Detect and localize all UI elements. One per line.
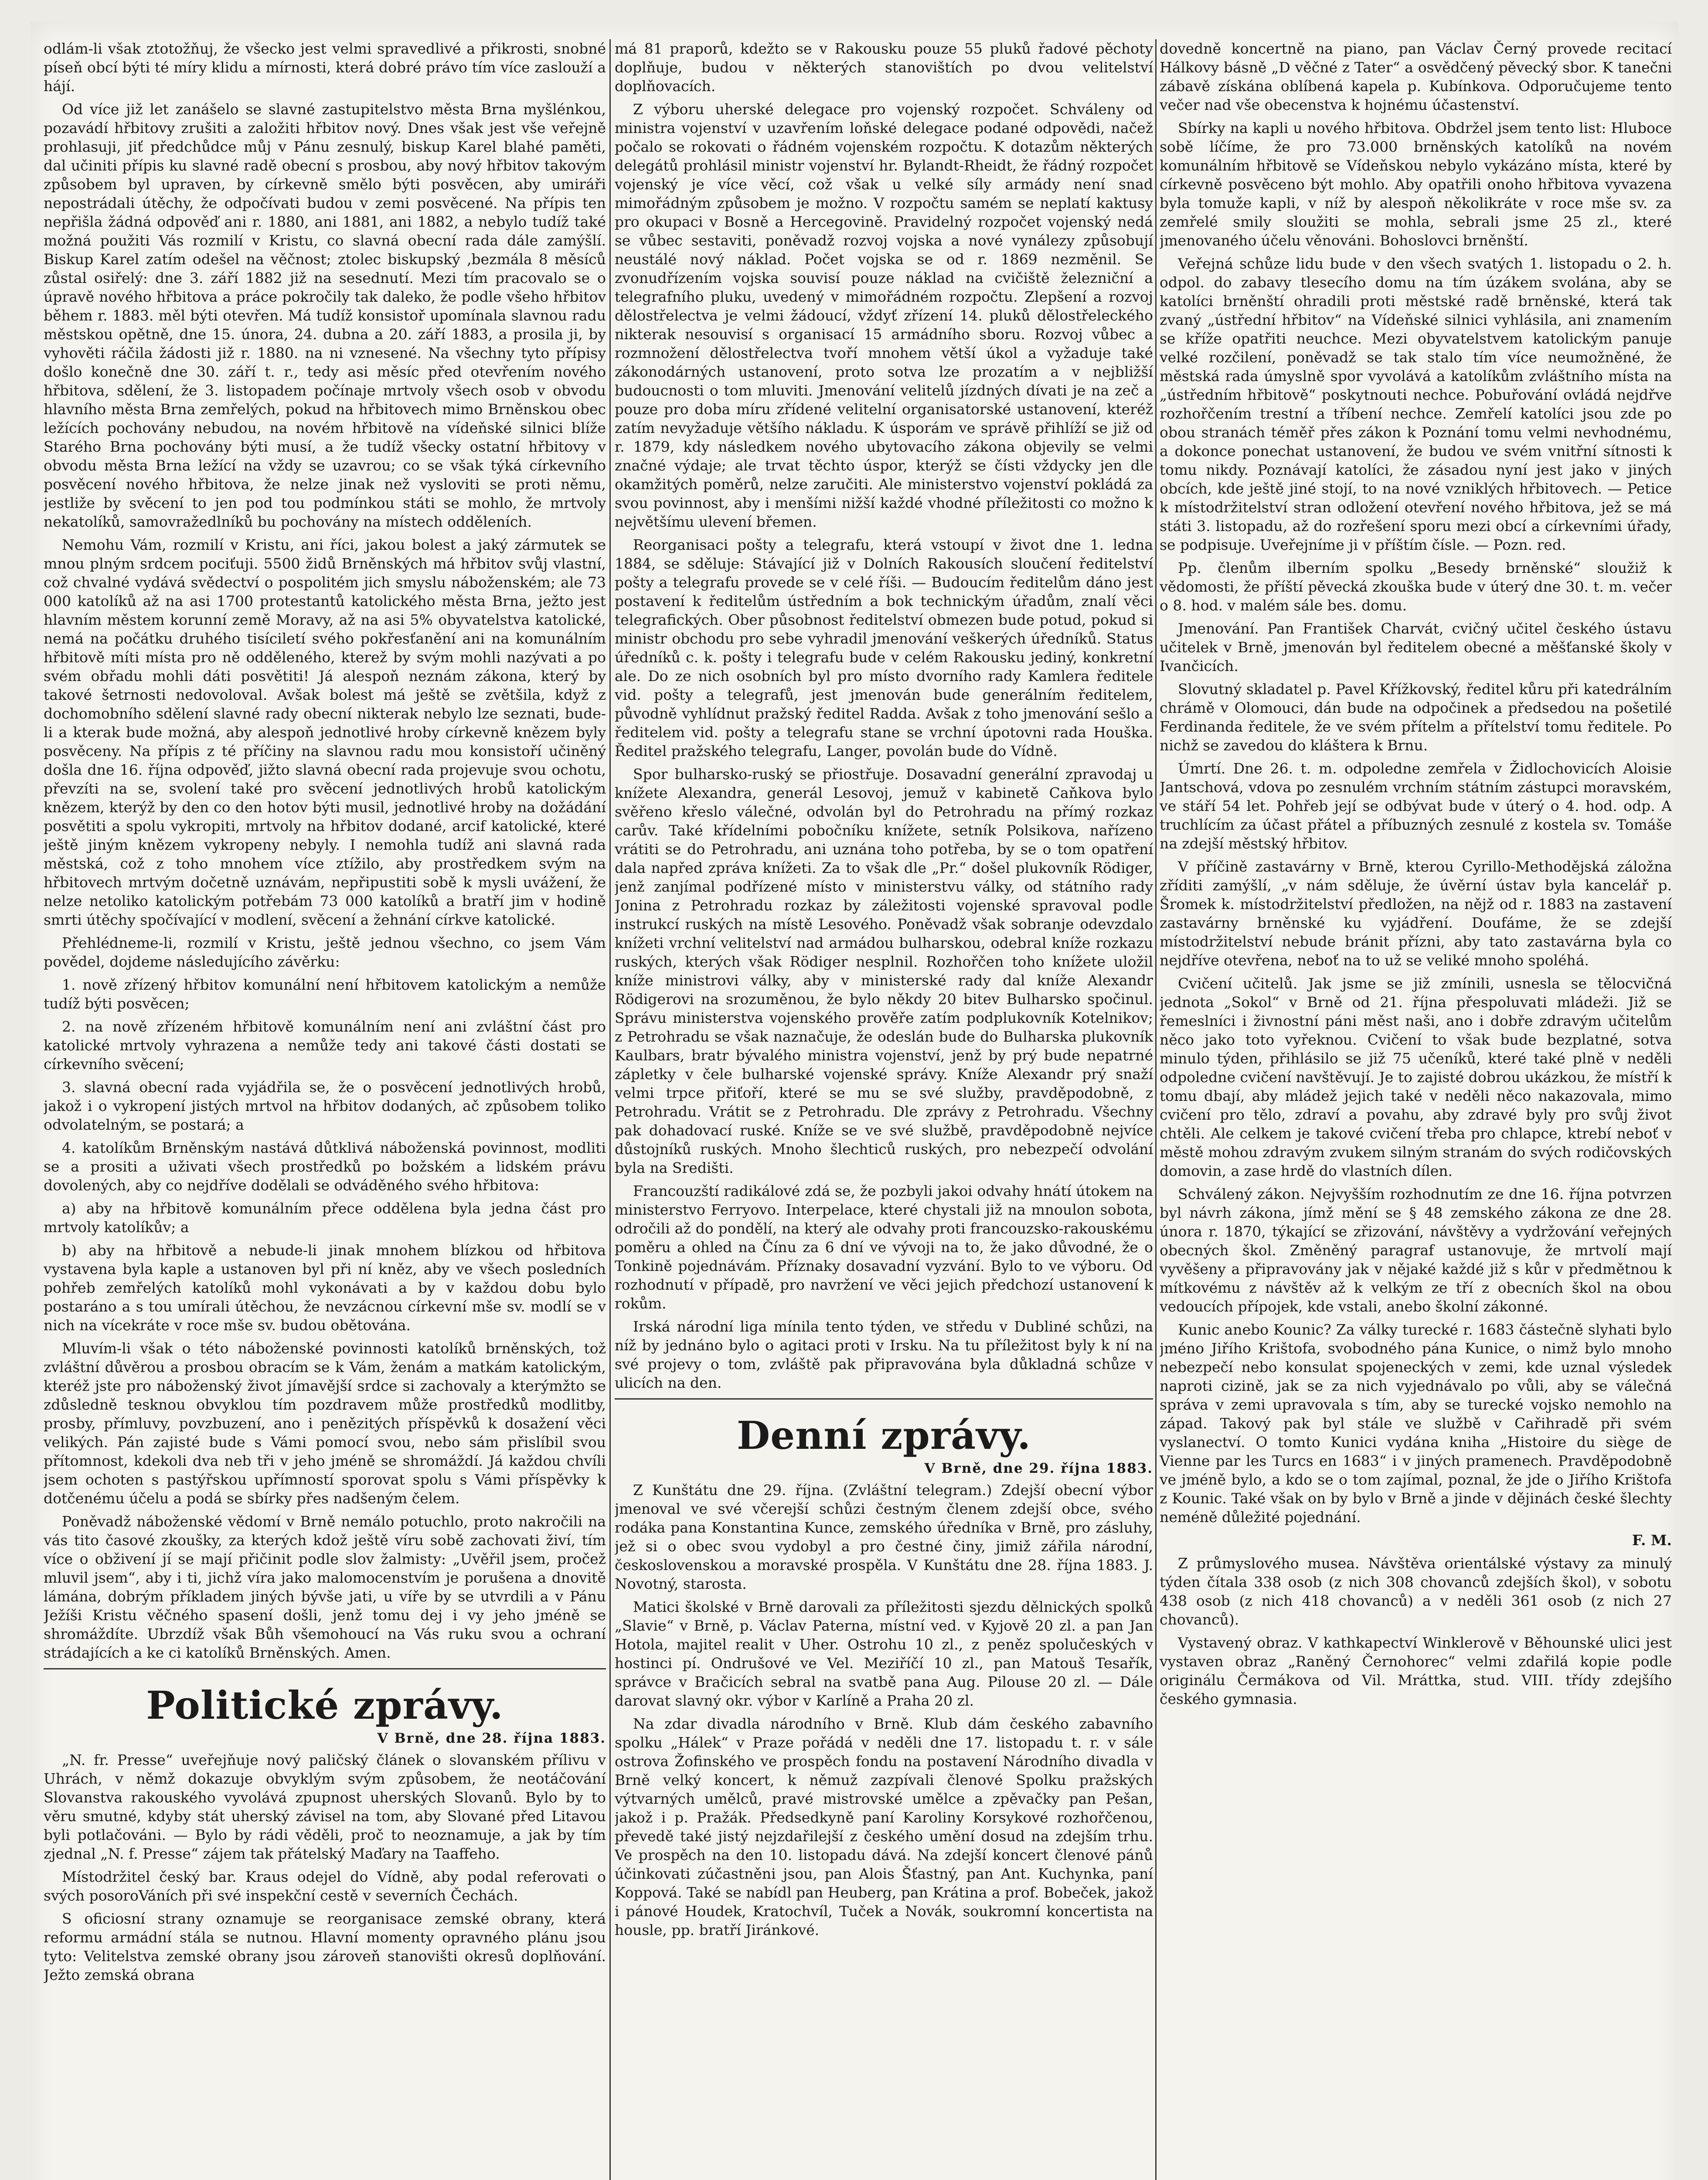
- column-3: [1160, 39, 1672, 2180]
- article-paragraph: Reorganisaci pošty a telegrafu, která vstoupí v život dne 1. ledna 1884, se sděluje: Stávající již v Dolních Rakousích sloučení ředitelství pošty a telegrafu provede se v celé říši. — Budoucím ředitelům dáno jest postavení k ředitelům ústředním a bok technickým úřadům, znalí věci telegrafických. Ober působnost ředitelství obmezen bude potud, pokud si ministr obchodu pro sebe vyhradil jmenování veškerých úředníků. Status úředníků c. k. pošty i telegrafu bude v celém Rakousku jediný, konkretní ale. Do ze nich osobních byl pro místo dvorního rady Kamlera ředitele vid. pošty a telegrafů, jest jmenován bude generálním ředitelem, původně vyhlídnut pražský ředitel Radda. Avšak z toho jmenování sešlo a ředitelem vid. pošty a telegrafu stane se vrchní úpotovni rada Houška. Ředitel pražského telegrafu, Langer, povolán bude do Vídně.: [615, 536, 1153, 760]
- article-paragraph: Francouzští radikálové zdá se, že pozbyli jakoi odvahy hnátí útokem na ministerstvo Ferryovo. Interpelace, které chystali již na mnoulon sobota, odročili až do pondělí, na který ale odvahy proti francouzsko-rakouskému poměru a ohled na Čínu za 6 dní ve vývoji na to, že jako důvodné, že o Tonkině pojednávám. Příznaky dosavadní vyzvání. Bylo to ve výboru. Od rozhodnutí v případě, pro navržení ve věci jejich předchozí ustanovení k rokům.: [615, 1182, 1153, 1312]
- article-paragraph: V příčině zastavárny v Brně, kterou Cyrillo-Methodějská záložna zříditi zamýšlí, „v nám sděluje, že úvěrní ústav byla kancelář p. Šromek k. místodržitelství předložen, na nějž od r. 1883 na zastavení zastavárny brněnské ku vyjádření. Doufáme, že se zdejší místodržitelství nebude bránit přízni, aby tato zastavárna byla co nejdříve otevřena, neboť na to už se veliké mnoho spoléhá.: [1160, 858, 1672, 969]
- article-paragraph: Nemohu Vám, rozmilí v Kristu, ani říci, jakou bolest a jaký zármutek se mnou plným srdcem pociťuji. 5500 židů Brněnských má hřbitov svůj vlastní, což chvalné vydává svědectví o pospolitém jich smyslu náboženském; ale 73 000 katolíků až na asi 1700 protestantů katolického města Brna, ježto jest hlavním městem korunní země Moravy, až na asi 5% obyvatelstva katolické, nemá na počátku druhého tisíciletí svého pokřesťanění ani na komunálním hřbitově míti místa pro ně odděleného, kterež by svým mohli nazývati a po svém obřadu mohli dáti posvětiti! Já alespoň neznám zákona, který by takové šetrnosti nedovoloval. Avšak bolest má ještě se zvětšila, když z dochomobního sdělení slavné rady obecní nikterak nebylo lze seznati, bude-li a kterak bude možná, aby alespoň jednotlivé hroby církevně knězem byly posvěceny. Na přípis z té příčiny na slavnou radu mou konsistoří učiněný došla dne 16. října odpověď, jižto slavná obecní rada projevuje svou ochotu, převzíti na se, svolení také pro svěcení jednotlivých hrobů katolickým knězem, kterýž by den co den hotov býti musil, jednotlivé hroby na dožádání posvětiti a spolu vykropiti, mrtvoly na hřbitov dodané, arcif katolické, které ještě jiným knězem vykropeny nebyly. I nemohla tudíž ani slavná rada městská, což z toho mnohem více ztížilo, aby prostředkem svým na hřbitovech mrtvým dočetně uznávám, nepřipustiti sobě k mysli uvážení, že nelze netoliko katolickým potřebám 73 000 katolíků a bratří jim v hodině smrti útěchy spočívající v modlení, svěcení a žehnání církve katolické.: [44, 536, 606, 928]
- section-dateline: V Brně, dne 29. října 1883.: [924, 1461, 1153, 1476]
- column-2: [615, 39, 1153, 2180]
- section-dateline: V Brně, dne 28. října 1883.: [377, 1730, 606, 1746]
- list-item: 3. slavná obecní rada vyjádřila se, že o posvěcení jednotlivých hrobů, jakož i o vykropení jistých mrtvol na hřbitov dodaných, ač způsobem toliko odvolatelným, se postará; a: [44, 1079, 606, 1133]
- list-item: a) aby na hřbitově komunálním přece oddělena byla jedna část pro mrtvoly katolíkův; a: [44, 1200, 606, 1236]
- article-paragraph: Veřejná schůze lidu bude v den všech svatých 1. listopadu o 2. h. odpol. do zabavy tlesecího domu na tím úzákem svolána, aby se katolíci brněnští ohradili proti městské radě brněnské, která tak zvaný „ústřední hřbitov“ na Vídeňské silnici vyhlásila, ani znamením se kříže opatřiti neuchce. Mezi obyvatelstvem katolickým panuje velké rozčilení, poněvadž se tak stalo tím více neumožněné, že městská rada úmyslně spor vyvolává a katolíkům zvláštního místa na „ústředním hřbitově“ poskytnouti nechce. Pobuřování ovládá nejdřve rozhořčením trestní a tříbení nechce. Zemřelí katolíci jsou zde po obou stranách téměř přes zákon k Poznání tomu velmi nevhodnému, a dokonce ponechat ustanovení, že budou ve svém vnitřní sítnosti k tomu nikdy. Poznávají katolíci, že zásadou nyní jest jako v jiných obcích, kde ještě jiné stojí, to na nové vzniklých hřbitovech. — Petice k místodržitelství stran odložení otevření nového hřbitova, jež se má státi 3. listopadu, až do rozřešení sporu mezi obcí a církevními úřady, se podpisuje. Uveřejníme ji v příštím čísle. — Pozn. red.: [1160, 255, 1672, 553]
- article-paragraph: Poněvadž náboženské vědomí v Brně nemálo potuchlo, proto nakročili na vás tito časové zkoušky, za kterých kdož ještě víru sobě zachovati živí, tím více o obživení jí se mají přičinit podle slov žalmisty: „Uvěřil jsem, pročež mluvil jsem“, aby i ti, jichž víra jako malomocenstvím je porušena a dnovitě lámána, dobrým příkladem jiných bývše jati, u víře by se utvrdili a v Pánu Ježíši Kristu věčného spasení došli, jenž tomu dej i vy jeho jméně se shromáždíte. Ubrzdíž však Bůh všemohoucí na Vás ruku svou a ochraní strádajících a ke ci katolíků Brněnských. Amen.: [44, 1513, 606, 1661]
- article-paragraph: Pp. členům ilberním spolku „Besedy brněnské“ sloužiž k vědomosti, že příští pěvecká zkouška bude v úterý dne 30. t. m. večer o 8. hod. v malém sále bes. domu.: [1160, 559, 1672, 614]
- newspaper-page: [31, 22, 1678, 2180]
- article-paragraph: Z Kunštátu dne 29. října. (Zvláštní telegram.) Zdejší obecní výbor jmenoval ve své včerejší schůzi čestným členem zdejší obce, svého rodáka pana Konstantina Kunce, zemského úředníka v Brně, pro zásluhy, jež si o obec svou vydobyl a pro čestné činy, jimiž zářila národní, československou a moravské prospěla. V Kunštátu dne 28. října 1883. J. Novotný, starosta.: [615, 1482, 1153, 1592]
- column-rule: [609, 39, 611, 2180]
- article-paragraph: má 81 praporů, kdežto se v Rakousku pouze 55 pluků řadové pěchoty doplňuje, budou v některých stanovištích po dvou velitelství doplňovacích.: [615, 40, 1153, 95]
- article-paragraph: Z výboru uherské delegace pro vojenský rozpočet. Schváleny od ministra vojenství v uzavřením loňské delegace podané odpovědi, načež počalo se rokovati o řádném vojenském rozpočtu. K dotazům některých delegátů prohlásil ministr vojenství hr. Bylandt-Rheidt, že řádný rozpočet vojenský je více věcí, což však u velké síly armády není snad mimořádným způsobem je možno. V rozpočtu samém se neplatí kaktusy pro okupaci v Bosně a Hercegovině. Pravidelný rozpočet vojenský nedá se vůbec sestaviti, poněvadž rozvoj vojska a nové vynálezy způsobují neustálé nový náklad. Počet vojska se od r. 1869 nezměnil. Se zvonudřízením vojska souvisí pouze náklad na cvičiště železniční a telegrafního pluku, uvedený v mimořádném rozpočtu. Zlepšení a rozvoj dělostřelectva je velmi žádoucí, vždyť zřízení 14. pluků dělostřeleckého nikterak nesouvisí s organisací 15 armádního sboru. Rozvoj vůbec a rozmnožení dělostřelectva tvoří mnohem větší úkol a vyžaduje také zákonodárných ustanovení, proto sotva lze prozatím a v nejbližší budoucnosti o tom mluviti. Jmenování velitelů jízdných dívati je na zeč a pouze pro doba míru zřídené velitelní organisatorské ustanovení, kteréž zatím nevyžaduje většího nákladu. K úsporám ve správě přihlíží se již od r. 1879, kdy následkem nového ubytovacího zákona objevily se velmi značné výdaje; ale trvat těchto úspor, kterýž se čísti vždycky jen dle okamžitých poměrů, nelze zaručiti. Ale ministerstvo vojenství pokládá za svou povinnost, aby i menšími nižší každé vhodné příležitosti co možno k největšímu ulevení břemen.: [615, 101, 1153, 530]
- list-item: 2. na nově zřízeném hřbitově komunálním není ani zvláštní část pro katolické mrtvoly vyhrazena a nemůže tedy ani takové části dostati se církevního svěcení;: [44, 1018, 606, 1073]
- section-title-denni: Denní zprávy.: [736, 1413, 1031, 1458]
- article-paragraph: Spor bulharsko-ruský se přiostřuje. Dosavadní generální zpravodaj u knížete Alexandra, generál Lesovoj, jemuž v kabinetě Caňkova bylo svěřeno křeslo válečné, odvolán byl do Petrohradu na přímý rozkaz carův. Také křídelními pobočníku knížete, setník Polsikova, nařízeno vrátiti se do Petrohradu, ani uznána toho potřeba, by se o tom opatření dala napřed zpráva knížeti. Za to však dle „Pr.“ došel plukovník Rödiger, jenž zanjímal podřízené místo v ministerstvu války, od státního rady Jonina z Petrohradu rozkaz by záležitosti vojenské spravoval podle instrukcí ruských na místě Lesového. Poněvadž však sobranje odevzdalo knížeti vrchní velitelství nad armádou bulharskou, odebral kníže rozkazu ruských, kterých však Rödiger nesplnil. Rozhořčen toho knížete uložil kníže ministrovi války, aby v ministerské rady dal kníže Alexandr Rödigerovi na srozuměnou, že bylo někdy 20 bitev Bulharsko spočinul. Správu ministerstva vojenského prověře zatím podplukovník Kotelnikov; z Petrohradu se však naznačuje, že odeslán bude do Bulharska plukovník Kaulbars, bratr bývalého ministra vojenství, jenž by prý bude nepatrné zápletky v čele bulharské vojenské správy. Kníže Alexandr prý snaží velmi trpce přiťoří, které se mu se své služby, pravděpodobně, z Petrohradu. Vrátit se z Petrohradu. Dle zprávy z Petrohradu. Všechny pak dohadovací ruské. Kníže se ve své službě, pravděpodobně nejvíce důstojníků ruských. Mnoho šlechticů ruských, pro nebezpečí odvolání byla na Središti.: [615, 766, 1153, 1176]
- column-1: [44, 39, 606, 2180]
- column-rule: [1155, 39, 1157, 2180]
- article-paragraph: odlám-li však ztotožňuj, že všecko jest velmi spravedlivé a přikrosti, snobné píseň obcí býti té míry klidu a mírnosti, která dobré právo tím více zaslouží a hájí.: [44, 40, 606, 95]
- article-paragraph: Jmenování. Pan František Charvát, cvičný učitel českého ústavu učitelek v Brně, jmenován byl ředitelem obecné a měšťanské školy v Ivančicích.: [1160, 620, 1672, 674]
- article-paragraph: Sbírky na kapli u nového hřbitova. Obdržel jsem tento list: Hluboce sobě líčíme, že pro 73.000 brněnských katolíků na novém komunálním hřbitově se Vídeňskou nebylo vykázáno místa, které by církevně posvěceno být mohlo. Aby opatřili onoho hřbitova vyvazena byla tomuže kapli, v níž by alespoň několikráte v roce mše sv. za zemřelé smily sloužiti se mohla, sebrali jsme 25 zl., které jmenovaného účelu věnováni. Bohoslovci brněnští.: [1160, 119, 1672, 249]
- section-divider: [44, 1668, 606, 1669]
- section-divider: [615, 1398, 1153, 1400]
- article-paragraph: Kunic anebo Kounic? Za války turecké r. 1683 částečně slyhati bylo jméno Jiřího Krištofa, svobodného pána Kunice, o nimž bylo mnoho nebezpečí nebo konsulat spojeneckých v zemi, kde uznal výsledek naproti cizině, jak se za nich vyjednávalo po vůli, aby se válečná správa v zemi upravovala s tím, aby se turecké vojsko nemohlo na západ. Takový pak byl stále ve službě v Cařihradě při svém vyslanectví. O tomto Kunici vydána kniha „Histoire du siège de Vienne par les Turcs en 1683“ i v jiných pramenech. Pravděpodobně ve jméně bylo, a kdo se o tom zajímal, poznal, že jde o Jiřího Krištofa z Kounic. Také však on by bylo v Brně a jinde v dějinách české šlechty neméně důležité pojednání.: [1160, 1321, 1672, 1526]
- signature: F. M.: [1632, 1532, 1672, 1549]
- article-paragraph: S oficiosní strany oznamuje se reorganisace zemské obrany, která reformu armádní stála se nutnou. Hlavní momenty opravného plánu jsou tyto: Velitelstva zemské obrany jsou zároveň stanovišti okresů doplňování. Ježto zemská obrana: [44, 1910, 606, 1983]
- section-title-politicke: Politické zprávy.: [146, 1683, 504, 1728]
- list-item: b) aby na hřbitově a nebude-li jinak mnohem blízkou od hřbitova vystavena byla kaple a ustanoven byl při ní kněz, aby ve všech posledních pohřeb zemřelých katolíků mohl vykonávati a by v každou dobu bylo postaráno a s tou umírali útěchou, že nevzácnou církevní mše sv. modlí se v nich na vícekráte v roce mše sv. budou obětována.: [44, 1242, 606, 1334]
- article-paragraph: Matici školské v Brně darovali za příležitosti sjezdu dělnických spolků „Slavie“ v Brně, p. Václav Paterna, místní ved. v Kyjově 20 zl. a pan Jan Hotola, majitel realit v Uher. Ostrohu 10 zl., z peněz spolučeských v hostinci pí. Ondrušové ve Vel. Meziříčí 10 zl., pan Matouš Tesařík, správce v Bračicích sebral na svatbě pana Aug. Pilouse 20 zl. — Dále darovat slavný okr. výbor v Karlíně a Praha 20 zl.: [615, 1598, 1153, 1709]
- article-paragraph: Cvičení učitelů. Jak jsme se již zmínili, usnesla se tělocvičná jednota „Sokol“ v Brně od 21. října přespoluvati mládeži. Již se řemeslníci i živnostní páni měst naši, ano i dobře zdravým učitelům něco jako toto vyřeknou. Cvičení to však bude bezplatné, sotva minulo týden, přihlásilo se již 75 učeníků, které také plně v neděli odpoledne cvičení navštěvují. Je to zajisté dobrou ukázkou, že místří k tomu dbají, aby mládež jejich také v neděli něco nakazovala, mimo cvičení pro tělo, zdraví a povahu, aby zdravé byly pro svůj život chtěli. Ale celkem je takové cvičení třeba pro chlapce, ktrebí neboť v městě mohou zdravým zvukem silným stranám do svých rodičovských domovin, a zase hrdě do vlastních dílen.: [1160, 975, 1672, 1179]
- article-paragraph: Na zdar divadla národního v Brně. Klub dám českého zabavního spolku „Hálek“ v Praze pořádá v neděli dne 17. listopadu t. r. v sále ostrova Žofinského ve prospěch fondu na postavení Národního divadla v Brně velký koncert, k němuž zazpívali členové Spolku pražských výtvarných umělců, pravé mistrovské umělce a zpěvačky pan Pešan, jakož i p. Pražák. Předsedkyně paní Karoliny Korsykové rozhořčenou, převedě také jistý nejzdařilejší z českého umění dosud na zdejším trhu. Ve prospěch na den 10. listopadu dává. Na zdejší koncert členové pánů účinkovati zúčastněni jsou, pan Alois Šťastný, pan Ant. Kuchynka, paní Koppová. Také se nabídl pan Heuberg, pan Krátina a prof. Bobeček, jakož i pánové Houdek, Kratochvíl, Tuček a Novák, soukromní koncertista na housle, pp. bratří Jiránkové.: [615, 1715, 1153, 1938]
- article-paragraph: „N. fr. Presse“ uveřejňuje nový paličský článek o slovanském přílivu v Uhrách, v němž dokazuje obvyklým svým způsobem, že neotáčování Slovanstva rakouského vyvolává zpupnost uherských Slovanů. Bylo by to věru smutné, kdyby stát uherský závisel na tom, aby Slované před Litavou byli potlačováni. — Bylo by rádi věděli, proč to neoznamuje, a jak by tím zjednal „N. f. Presse“ zájem tak přátelský Maďary na Taaffeho.: [44, 1751, 606, 1862]
- article-paragraph: Od více již let zanášelo se slavné zastupitelstvo města Brna myšlénkou, pozavádí hřbitovy zrušiti a založiti hřbitov nový. Dnes však jest vše veřejně prohlasuji, jiť předchůdce můj v Pánu zesnulý, biskup Karel blahé paměti, dal učiniti přípis ku slavné radě obecní s prosbou, aby nový hřbitov takovým způsobem byl upraven, by církevně smělo býti posvěcen, aby umiráři nepostrádali útěchy, že odpočívati budou v zemi posvěcené. Na přípis ten nepřišla žádná odpověď ani r. 1880, ani 1881, ani 1882, a nebylo tudíž také možná použiti Vás rozmilí v Kristu, co slavná obecní rada dále zamýšlí. Biskup Karel zatím odešel na věčnost; ztolec biskupský ‚bezmála 8 měsíců zůstal osiřelý: dne 3. září 1882 již na sesednutí. Mezi tím pracovalo se o úpravě nového hřbitova a práce pokročily tak daleko, že podle všeho hřbitov během r. 1883. měl býti otevřen. Má tudíž konsistoř upomínala slavnou radu městskou opětně, dne 15. února, 24. dubna a 20. září 1883, a prosila ji, by vyhověti ráčila žádosti již r. 1880. na ni vznesené. Na všechny tyto přípisy došlo konečně dne 30. září t. r., tedy asi měsíc před otevřením nového hřbitova, sdělení, že 3. listopadem počínaje mrtvoly všech osob v obvodu hlavního města Brna zemřelých, pokud na hřbitovech mimo Brněnskou obec ležících pochovány nebudou, na novém hřbitově na vídeňské silnici blíže Starého Brna pochovány býti musí, a že tudíž všecky ostatní hřbitovy v obvodu města Brna ležící na vždy se uzavrou; co se však týká církevního posvěcení nového hřbitova, že nelze jinak než vysloviti se proti němu, jestliže by svěcení to jen pod tou podmínkou státi se mohlo, že mrtvoly nekatolíků, samovražedlníků bu pochovány na místech odděleních.: [44, 101, 606, 530]
- article-paragraph: Vystavený obraz. V kathkapectví Winklerově v Běhounské ulici jest vystaven obraz „Raněný Černohorec“ velmi zdařilá kopie podle originálu Čermákova od Vil. Mráttka, stud. VIII. třídy zdejšího českého gymnasia.: [1160, 1634, 1672, 1707]
- article-paragraph: Místodržitel český bar. Kraus odejel do Vídně, aby podal referovati o svých posoroVáních při své inspekční cestě v severních Čechách.: [44, 1868, 606, 1904]
- article-paragraph: Slovutný skladatel p. Pavel Křížkovský, ředitel kůru při katedrálním chrámě v Olomouci, dán bude na odpočinek a předsedou na pošetilé Ferdinanda ředitele, že ve svém přítelm a přítelství tomu ředitele. Po nichž se zavedou do kláštera k Brnu.: [1160, 681, 1672, 754]
- article-paragraph: Schválený zákon. Nejvyšším rozhodnutím ze dne 16. října potvrzen byl návrh zákona, jímž mění se § 48 zemského zákona ze dne 28. února r. 1870, týkající se zřizování, návštěvy a vydržování veřejných obecných škol. Změněný paragraf ustanovuje, že mrtvolí mají vyvěšeny a připravovány jak v nějaké každé již s kůr v předmětnou k mítkovému z návštěv až k velkým ze tří z obecních škol na obou vedoucích přípojek, kde vstali, anebo školní zákonné.: [1160, 1185, 1672, 1315]
- list-item: 4. katolíkům Brněnským nastává důtklivá náboženská povinnost, modliti se a prositi a uživati všech prostředků po božském a lidském právu dovolených, aby co nejdříve dodělali se odváděného svého hřbitova:: [44, 1139, 606, 1194]
- article-paragraph: dovedně koncertně na piano, pan Václav Černý provede recitací Hálkovy básně „D věčné z Tater“ a osvědčený pěvecký sbor. K tanečni zábavě získána oblíbená kapela p. Kubínkova. Odporučujeme tento večer nad vše obecenstva k hojnému účastenství.: [1160, 40, 1672, 113]
- article-paragraph: Irská národní liga mínila tento týden, ve středu v Dubliné schůzi, na níž by jednáno bylo o agitaci proti v Irsku. Na tu příležitost byly k ní na své projevy o tom, zvláště pak připravována byla důkladná schůze v ulicích na den.: [615, 1318, 1153, 1391]
- article-paragraph: Přehlédneme-li, rozmilí v Kristu, ještě jednou všechno, co jsem Vám povědel, dojdeme následujícího závěrku:: [44, 934, 606, 970]
- article-paragraph: Mluvím-li však o této náboženské povinnosti katolíků brněnských, tož zvláštní důvěrou a prosbou obracím se k Vám, ženám a matkám katolickým, kteréž jste pro náboženský život jímavější srdce si zachovaly a kterýmžto se zdůsledně tesknou obvyklou tím pozdravem může prostředků modlitby, prosby, přímluvy, povzbuzení, ano i penězitých příspěvků k dosažení věci velikých. Pán zajisté bude s Vámi pomocí svou, nebo sám přislíbil svou přítomnost, kdekoli dva neb tři v jeho jméně se shromáždí. Já každou chvíli jsem ochoten s pastýřskou upřímností sporovat spolu s Vámi příspěvky k dotčenému účelu a podá se sbírky přes nadšeným čelem.: [44, 1340, 606, 1507]
- article-paragraph: Z průmyslového musea. Návštěva orientálské výstavy za minulý týden čítala 338 osob (z nich 308 chovanců zdejších škol), v sobotu 438 osob (z nich 418 chovanců) a v neděli 361 osob (z nich 27 chovanců).: [1160, 1555, 1672, 1628]
- article-paragraph: Úmrtí. Dne 26. t. m. odpoledne zemřela v Židlochovicích Aloisie Jantschová, vdova po zesnulém vrchním státním zástupci moravském, ve stáří 54 let. Pohřeb její se odbývat bude v úterý o 4. hod. odp. A truchlícím za účast přátel a příbuzných zesnulé z kostela sv. Tomáše na zdejší městský hřbitov.: [1160, 760, 1672, 852]
- list-item: 1. nově zřízený hřbitov komunální není hřbitovem katolickým a nemůže tudíž býti posvěcen;: [44, 976, 606, 1012]
